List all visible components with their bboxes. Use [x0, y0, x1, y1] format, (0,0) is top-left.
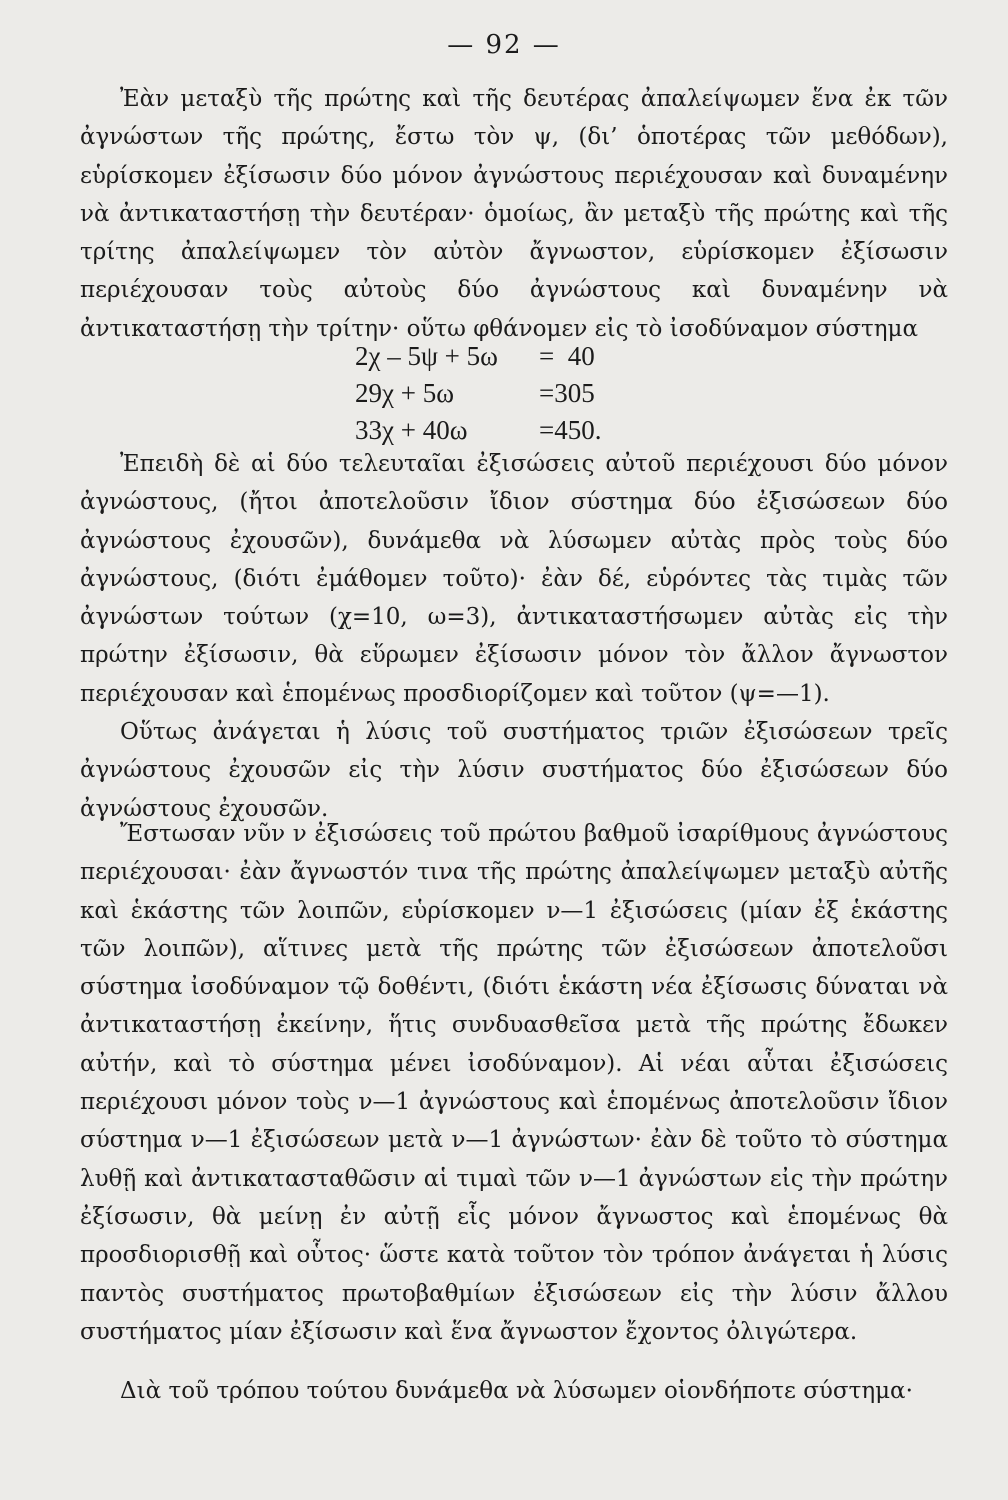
paragraph-n-equations: Ἔστωσαν νῦν ν ἐξισώσεις τοῦ πρώτου βαθμοῦ ἰσαρίθμους ἀγνώστους περιέχουσαι· ἐὰν ἄγνωστόν τινα τῆς πρώτης ἀπαλείψωμεν μεταξὺ αὐτῆς καὶ ἑκάστης τῶν λοιπῶν, εὑρίσκομεν ν—1 ἐξισώσεις (μίαν ἐξ ἑκάστης τῶν λοιπῶν), αἵτινες μετὰ τῆς πρώτης τῶν ἐξισώσεων ἀποτελοῦσι σύστημα ἰσοδύναμον τῷ δοθέντι, (διότι ἑκάστη νέα ἐξίσωσις δύναται νὰ ἀντικαταστήσῃ ἐκείνην, ἥτις συνδυασθεῖσα μετὰ τῆς πρώτης ἔδωκεν αὐτήν, καὶ τὸ σύστημα μένει ἰσοδύναμον). Αἱ νέαι αὗται ἐξισώσεις περιέχουσι μόνον τοὺς ν—1 ἀγνώστους καὶ ἑπομένως ἀποτελοῦσιν ἴδιον σύστημα ν—1 ἐξισώσεων μετὰ ν—1 ἀγνώστων· ἐὰν δὲ τοῦτο τὸ σύστημα λυθῇ καὶ ἀντικατασταθῶσιν αἱ τιμαὶ τῶν ν—1 ἀγνώστων εἰς τὴν πρώτην ἐξίσωσιν, θὰ μείνῃ ἐν αὐτῇ εἷς μόνον ἄγνωστος καὶ ἑπομένως θὰ προσδιορισθῇ καὶ οὗτος· ὥστε κατὰ τοῦτον τὸν τρόπον ἀνάγεται ἡ λύσις παντὸς συστήματος πρωτοβαθμίων ἐξισώσεων εἰς τὴν λύσιν ἄλλου συστήματος μίαν ἐξίσωσιν καὶ ἕνα ἄγνωστον ἔχοντος ὀλιγώτερα. [80, 821, 948, 1345]
paragraph-two-unknowns: Ἐπειδὴ δὲ αἱ δύο τελευταῖαι ἐξισώσεις αὐτοῦ περιέχουσι δύο μόνον ἀγνώστους, (ἤτοι ἀποτελοῦσιν ἴδιον σύστημα δύο ἐξισώσεων δύο ἀγνώστους ἐχουσῶν), δυνάμεθα νὰ λύσωμεν αὐτὰς πρὸς τοὺς δύο ἀγνώστους, (διότι ἐμάθομεν τοῦτο)· ἐὰν δέ, εὑρόντες τὰς τιμὰς τῶν ἀγνώστων τούτων (χ=10, ω=3), ἀντικαταστήσωμεν αὐτὰς εἰς τὴν πρώτην ἐξίσωσιν, θὰ εὕρωμεν ἐξίσωσιν μόνον τὸν ἄλλον ἄγνωστον περιέχουσαν καὶ ἑπομένως προσδιορίζομεν καὶ τοῦτον (ψ=—1). [80, 451, 948, 707]
equation-row [355, 412, 601, 449]
equation-row [355, 338, 601, 375]
page-number: — 92 — [447, 30, 561, 60]
equation-lhs: 29χ + 5ω [355, 378, 454, 408]
paragraph-closing: Διὰ τοῦ τρόπου τούτου δυνάμεθα νὰ λύσωμεν οἱονδήποτε σύστημα· [120, 1378, 913, 1404]
equation-system [355, 338, 601, 449]
equation-lhs: 2χ – 5ψ + 5ω [355, 341, 498, 371]
equation-rhs: =305 [539, 378, 595, 408]
paragraph-elimination: Ἐὰν μεταξὺ τῆς πρώτης καὶ τῆς δευτέρας ἀπαλείψωμεν ἕνα ἐκ τῶν ἀγνώστων τῆς πρώτης, ἔστω τὸν ψ, (δι’ ὁποτέρας τῶν μεθόδων), εὑρίσκομεν ἐξίσωσιν δύο μόνον ἀγνώστους περιέχουσαν καὶ δυναμένην νὰ ἀντικαταστήσῃ τὴν δευτέραν· ὁμοίως, ἂν μεταξὺ τῆς πρώτης καὶ τῆς τρίτης ἀπαλείψωμεν τὸν αὐτὸν ἄγνωστον, εὑρίσκομεν ἐξίσωσιν περιέχουσαν τοὺς αὐτοὺς δύο ἀγνώστους καὶ δυναμένην νὰ ἀντικαταστήσῃ τὴν τρίτην· οὕτω φθάνομεν εἰς τὸ ἰσοδύναμον σύστημα [80, 86, 948, 342]
text-block-general [80, 815, 948, 1351]
equation-row [355, 375, 601, 412]
text-block-solution [80, 445, 948, 828]
paragraph-reduction: Οὕτως ἀνάγεται ἡ λύσις τοῦ συστήματος τριῶν ἐξισώσεων τρεῖς ἀγνώστους ἐχουσῶν εἰς τὴν λύσιν συστήματος δύο ἐξισώσεων δύο ἀγνώστους ἐχουσῶν. [80, 719, 948, 822]
equation-rhs: =450. [539, 415, 602, 445]
text-block-intro [80, 80, 948, 348]
equation-rhs: = 40 [539, 341, 595, 371]
equation-lhs: 33χ + 40ω [355, 415, 468, 445]
